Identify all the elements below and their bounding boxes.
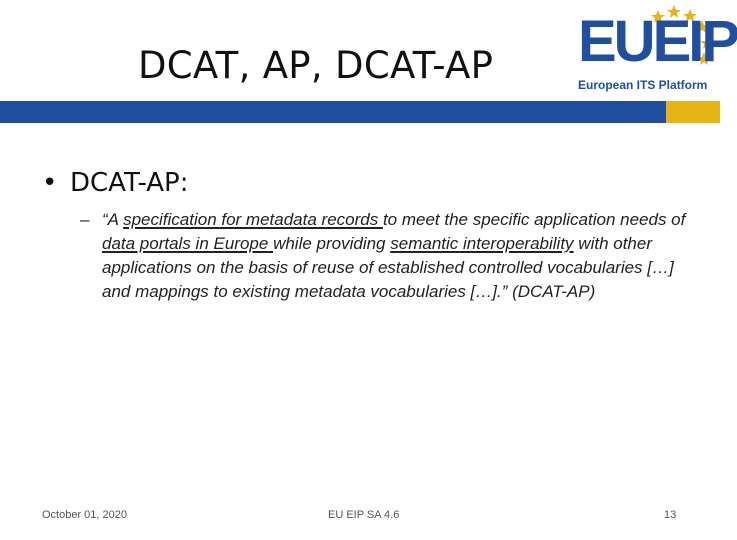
quote-part: while providing — [273, 234, 391, 253]
header-bar-blue — [0, 101, 666, 123]
quote-highlight-specification: specification for metadata records — [123, 210, 383, 229]
bullet-marker: • — [42, 168, 58, 198]
quote-part: to meet the specific application needs of — [382, 210, 686, 229]
sub-bullet-marker: – — [80, 210, 90, 229]
footer-center: EU EIP SA 4.6 — [328, 509, 400, 521]
quote-part: with other applications on the basis of reuse of established controlled vocabularies […] and mappings to existing metadata vocabularies […].” (DCAT-AP) — [102, 234, 674, 301]
logo-subtitle: European ITS Platform — [578, 78, 708, 92]
definition-quote — [102, 208, 702, 304]
bullet-item — [42, 168, 188, 198]
eueip-logo — [574, 4, 737, 96]
page-number: 13 — [664, 509, 677, 521]
slide-title: DCAT, AP, DCAT-AP — [138, 44, 494, 87]
footer-date: October 01, 2020 — [42, 509, 128, 521]
header-bar-gold — [666, 101, 720, 123]
bullet-text: DCAT-AP: — [70, 168, 189, 198]
quote-highlight-portals: data portals in Europe — [102, 234, 274, 253]
quote-highlight-interoperability: semantic interoperability — [390, 234, 574, 253]
logo-wordmark: EUEIP — [578, 9, 737, 74]
quote-part: “A — [102, 210, 124, 229]
